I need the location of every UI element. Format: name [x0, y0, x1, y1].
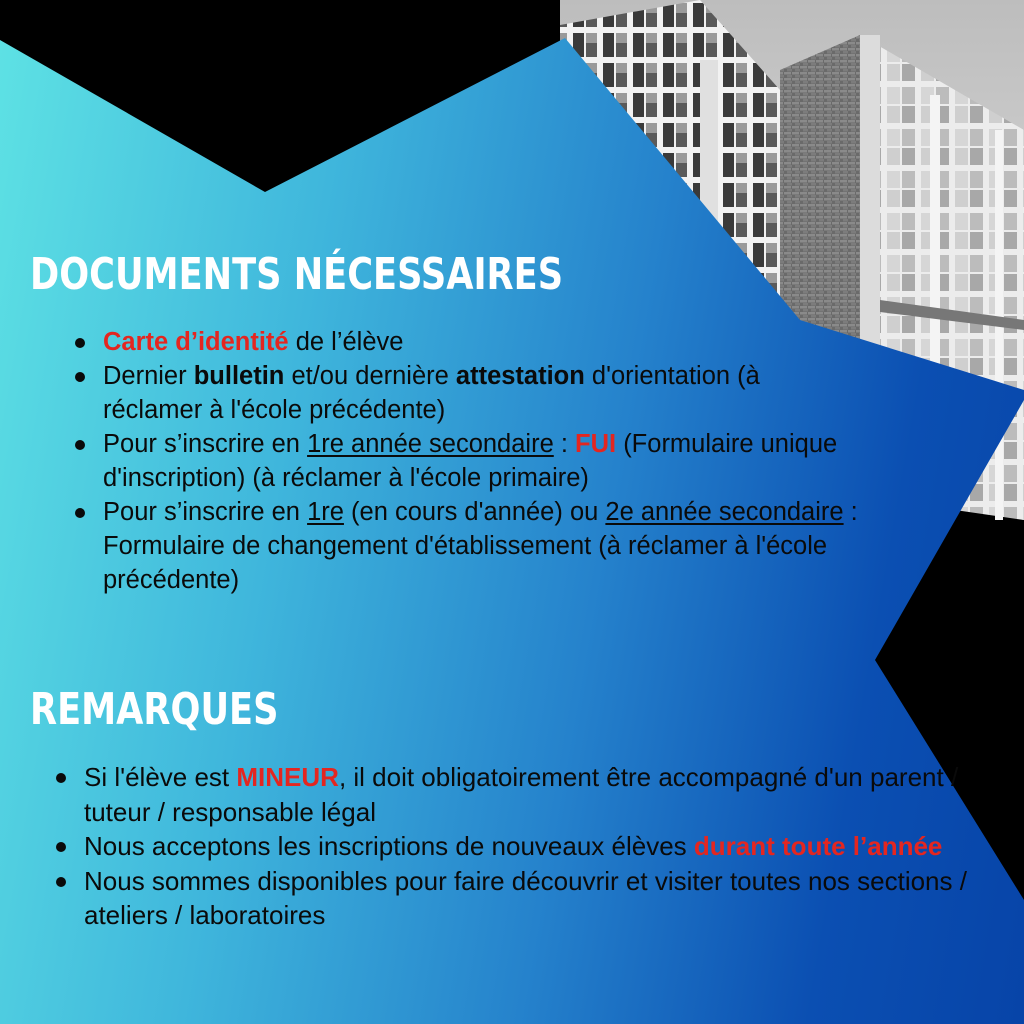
highlight-text: Carte d’identité — [103, 328, 289, 356]
item-text: : Formulaire de changement d'établissement (à réclamer à l'école précédente) — [103, 498, 858, 594]
highlight-text: FUI — [575, 430, 617, 458]
underlined-text: 2e année secondaire — [605, 498, 844, 526]
item-text: , il doit obligatoirement être accompagné d'un parent / tuteur / responsable légal — [84, 762, 959, 827]
list-item — [103, 325, 863, 359]
item-text: : — [553, 430, 576, 458]
list-item — [103, 427, 863, 495]
item-text: (Formulaire unique d'inscription) (à réclamer à l'école primaire) — [103, 430, 838, 492]
underlined-text: 1re — [307, 498, 344, 526]
remarks-list — [84, 760, 984, 933]
remarks-heading: REMARQUES — [30, 684, 279, 735]
list-item — [84, 864, 984, 933]
item-text: Nous sommes disponibles pour faire découvrir et visiter toutes nos sections / ateliers / laboratoires — [84, 865, 967, 930]
item-text: Si l'élève est — [84, 762, 237, 792]
list-item — [84, 760, 984, 829]
item-text: Pour s’inscrire en — [103, 498, 308, 526]
item-text: Nous acceptons les inscriptions de nouveaux élèves — [84, 831, 694, 861]
item-text: et/ou dernière — [284, 362, 456, 390]
underlined-text: 1re année secondaire — [307, 430, 554, 458]
item-text: de l’élève — [288, 328, 404, 356]
documents-list — [103, 325, 863, 597]
list-item — [103, 495, 863, 597]
list-item — [103, 359, 863, 427]
item-text: Pour s’inscrire en — [103, 430, 308, 458]
bold-text: attestation — [455, 362, 585, 390]
list-item — [84, 829, 984, 864]
item-text: d'orientation (à réclamer à l'école précédente) — [103, 362, 760, 424]
highlight-text: MINEUR — [236, 762, 339, 792]
documents-heading: DOCUMENTS NÉCESSAIRES — [30, 249, 564, 300]
item-text: Dernier — [103, 362, 194, 390]
item-text: (en cours d'année) ou — [343, 498, 606, 526]
bold-text: bulletin — [193, 362, 285, 390]
highlight-text: durant toute l’année — [693, 831, 943, 861]
